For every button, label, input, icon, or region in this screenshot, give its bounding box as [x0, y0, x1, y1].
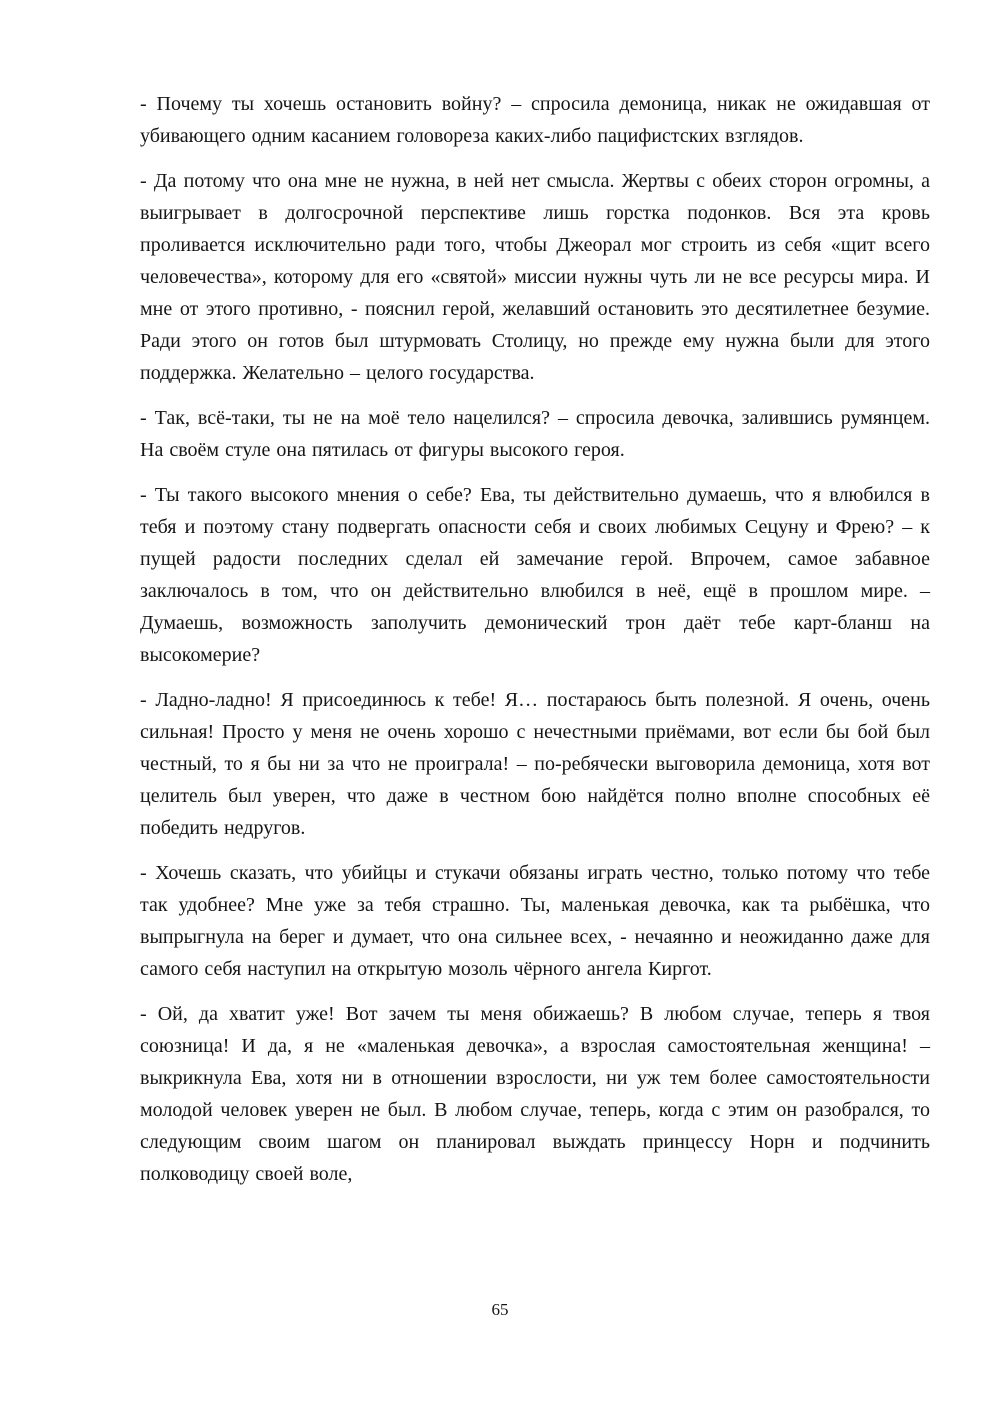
paragraph: - Так, всё-таки, ты не на моё тело нацелился? – спросила девочка, залившись румянцем. На своём стуле она пятилась от фигуры высокого героя. — [140, 407, 930, 461]
paragraph: - Ой, да хватит уже! Вот зачем ты меня обижаешь? В любом случае, теперь я твоя союзница! И да, я не «маленькая девочка», а взрослая самостоятельная женщина! – выкрикнула Ева, хотя ни в отношении взрослости, ни уж тем более самостоятельности молодой человек уверен не был. В любом случае, теперь, когда с этим он разобрался, то следующим своим шагом он планировал выждать принцессу Норн и подчинить полководицу своей воле, — [140, 1003, 930, 1185]
paragraph: - Ты такого высокого мнения о себе? Ева, ты действительно думаешь, что я влюбился в тебя и поэтому стану подвергать опасности себя и своих любимых Сецуну и Фрею? – к пущей радости последних сделал ей замечание герой. Впрочем, самое забавное заключалось в том, что он действительно влюбился в неё, ещё в прошлом мире. – Думаешь, возможность заполучить демонический трон даёт тебе карт-бланш на высокомерие? — [140, 484, 930, 666]
paragraph: - Да потому что она мне не нужна, в ней нет смысла. Жертвы с обеих сторон огромны, а выигрывает в долгосрочной перспективе лишь горстка подонков. Вся эта кровь проливается исключительно ради того, чтобы Джеорал мог строить из себя «щит всего человечества», которому для его «святой» миссии нужны чуть ли не все ресурсы мира. И мне от этого противно, - пояснил герой, желавший остановить это десятилетнее безумие. Ради этого он готов был штурмовать Столицу, но прежде ему нужна были для этого поддержка. Желательно – целого государства. — [140, 170, 930, 384]
paragraph: - Ладно-ладно! Я присоединюсь к тебе! Я… постараюсь быть полезной. Я очень, очень сильная! Просто у меня не очень хорошо с нечестными приёмами, вот если бы бой был честный, то я бы ни за что не проиграла! – по-ребячески выговорила демоница, хотя вот целитель был уверен, что даже в честном бою найдётся полно вполне способных её победить недругов. — [140, 689, 930, 839]
paragraph: - Хочешь сказать, что убийцы и стукачи обязаны играть честно, только потому что тебе так удобнее? Мне уже за тебя страшно. Ты, маленькая девочка, как та рыбёшка, что выпрыгнула на берег и думает, что она сильнее всех, - нечаянно и неожиданно даже для самого себя наступил на открытую мозоль чёрного ангела Киргот. — [140, 862, 930, 980]
paragraph: - Почему ты хочешь остановить войну? – спросила демоница, никак не ожидавшая от убивающего одним касанием головореза каких-либо пацифистских взглядов. — [140, 93, 930, 147]
text-block — [140, 88, 930, 1203]
page-number: 65 — [491, 1300, 509, 1319]
